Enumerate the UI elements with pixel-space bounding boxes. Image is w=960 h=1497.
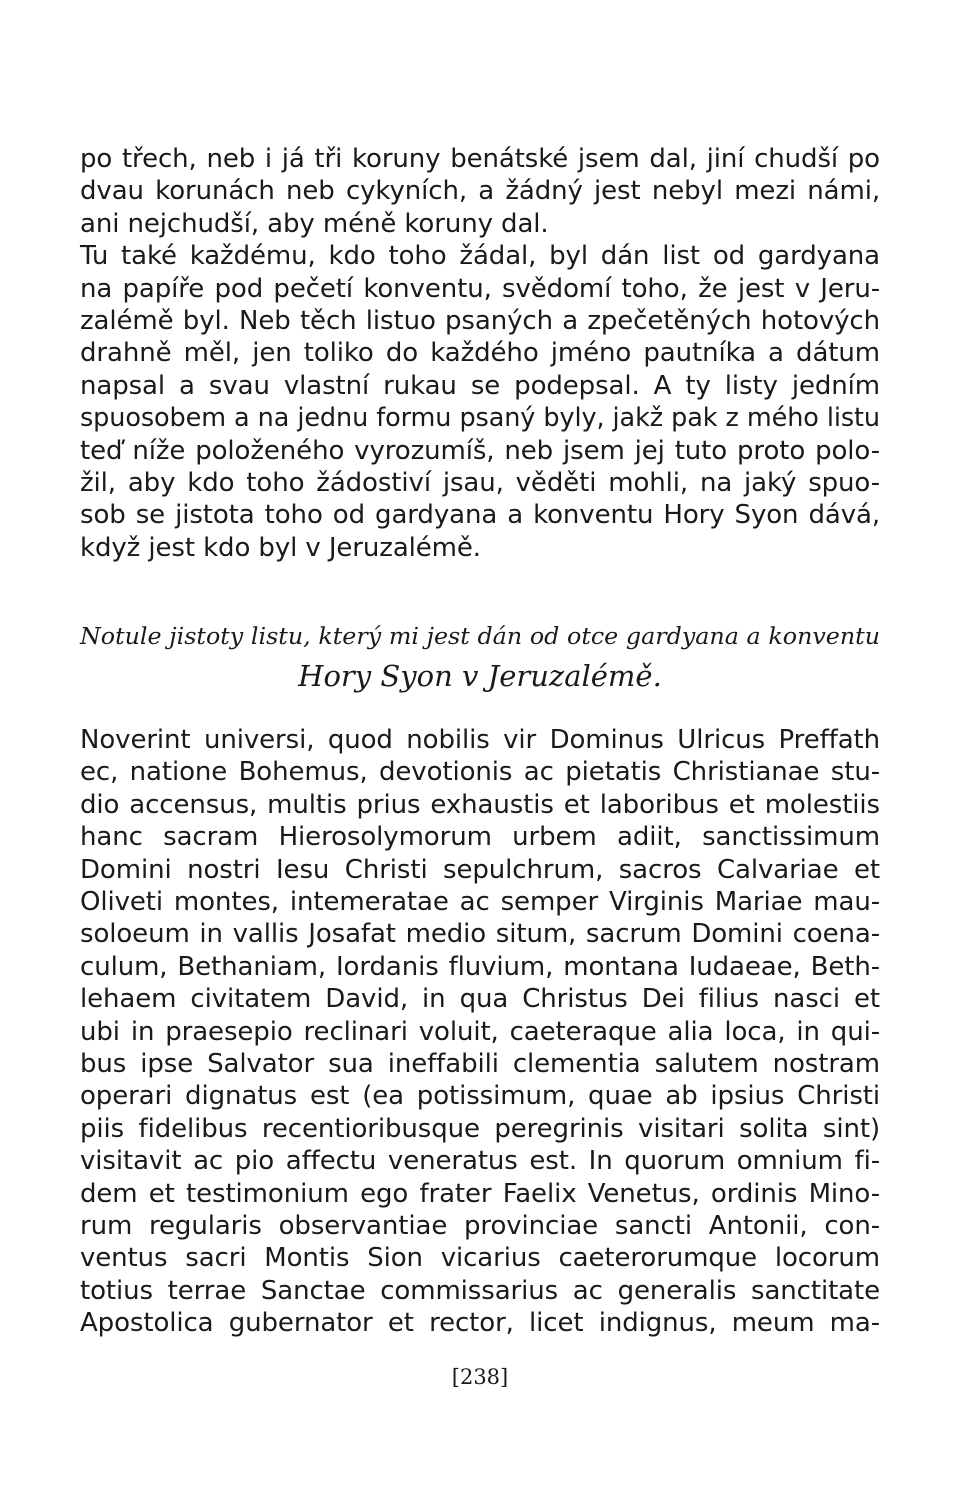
text-line: teď níže položeného vyrozumíš, neb jsem jej tuto proto polo- [80,435,880,466]
text-line: dio accensus, multis prius exhaustis et laboribus et molestiis [80,789,880,820]
spacer [80,564,880,616]
text-line: zalémě byl. Neb těch listuo psaných a zpečetěných hotových [80,305,880,336]
text-line: rum regularis observantiae provinciae sancti Antonii, con- [80,1210,880,1241]
text-line: ec, natione Bohemus, devotionis ac pietatis Christianae stu- [80,757,880,788]
text-line: piis fidelibus recentioribusque peregrinis visitari solita sint) [80,1113,880,1144]
text-line: Domini nostri Iesu Christi sepulchrum, sacros Calvariae et [80,854,880,885]
text-line: na papíře pod pečetí konventu, svědomí toho, že jest v Jeru- [80,273,880,304]
text-line: dvau korunách neb cykyních, a žádný jest nebyl mezi námi, [80,176,880,207]
text-line: soloeum in vallis Josafat medio situm, sacrum Domini coena- [80,919,880,950]
text-line: culum, Bethaniam, Iordanis fluvium, montana Iudaeae, Beth- [80,951,880,982]
text-line: když jest kdo byl v Jeruzalémě. [80,532,481,563]
spacer [80,1340,880,1362]
text-line: Oliveti montes, intemeratae ac semper Virginis Mariae mau- [80,887,880,918]
text-line: dem et testimonium ego frater Faelix Venetus, ordinis Mino- [80,1178,880,1209]
spacer [80,696,880,724]
heading-line: Hory Syon v Jeruzalémě. [298,659,662,694]
text-line: lehaem civitatem David, in qua Christus Dei filius nasci et [80,984,880,1015]
text-line: hanc sacram Hierosolymorum urbem adiit, sanctissimum [80,822,880,853]
paragraph-latin [80,724,880,1339]
text-line: ubi in praesepio reclinari voluit, caeteraque alia loca, in qui- [80,1016,880,1047]
text-line: ani nejchudší, aby méně koruny dal. [80,208,549,239]
text-line: Noverint universi, quod nobilis vir Dominus Ulricus Preffath [80,725,880,756]
section-heading [80,616,880,696]
page-body [80,143,880,1392]
text-line: totius terrae Sanctae commissarius ac generalis sanctitate [80,1275,880,1306]
heading-line: Notule jistoty listu, který mi jest dán od otce gardyana a konventu [80,622,880,651]
text-line: operari dignatus est (ea potissimum, quae ab ipsius Christi [80,1081,880,1112]
text-line: visitavit ac pio affectu veneratus est. In quorum omnium fi- [80,1146,880,1177]
text-line: napsal a svau vlastní rukau se podepsal. A ty listy jedním [80,370,880,401]
text-line: sob se jistota toho od gardyana a konventu Hory Syon dává, [80,500,880,531]
text-line: spuosobem a na jednu formu psaný byly, jakž pak z mého listu [80,403,880,434]
text-line: Tu také každému, kdo toho žádal, byl dán list od gardyana [80,241,880,272]
text-line: bus ipse Salvator sua ineffabili clementia salutem nostram [80,1048,880,1079]
text-line: žil, aby kdo toho žádostiví jsau, věděti mohli, na jaký spuo- [80,467,880,498]
text-line: ventus sacri Montis Sion vicarius caeterorumque locorum [80,1243,880,1274]
text-line: drahně měl, jen toliko do každého jméno pautníka a dátum [80,338,880,369]
text-line: Apostolica gubernator et rector, licet indignus, meum ma- [80,1308,880,1339]
page-number: [238] [451,1364,509,1389]
paragraph-czech [80,143,880,564]
text-line: po třech, neb i já tři koruny benátské jsem dal, jiní chudší po [80,144,880,174]
